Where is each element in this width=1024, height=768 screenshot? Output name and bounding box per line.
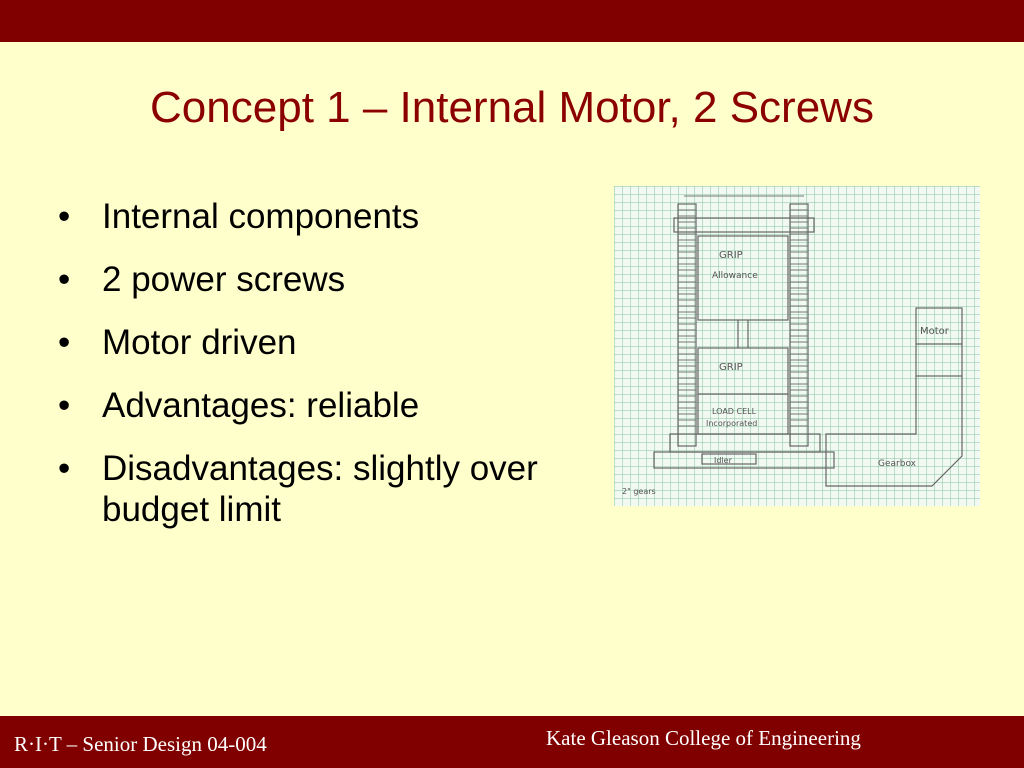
bullet-text: Internal components bbox=[102, 197, 420, 236]
footer-course-label: R·I·T – Senior Design 04-004 bbox=[14, 732, 267, 756]
bullet-text: Motor driven bbox=[102, 323, 297, 362]
sketch-label-gears: 2" gears bbox=[622, 487, 656, 496]
sketch-label-gearbox: Gearbox bbox=[878, 459, 916, 469]
bullet-icon: • bbox=[58, 449, 71, 488]
concept-sketch-drawing bbox=[614, 186, 980, 506]
bullet-item bbox=[58, 196, 598, 237]
bullet-item bbox=[58, 322, 598, 363]
bullet-icon: • bbox=[58, 323, 71, 362]
sketch-label-motor: Motor bbox=[920, 326, 949, 337]
bullet-item bbox=[58, 259, 598, 300]
slide-title: Concept 1 – Internal Motor, 2 Screws bbox=[150, 83, 874, 132]
sketch-label-grip-bottom: GRIP bbox=[719, 362, 743, 373]
bullet-text: Advantages: reliable bbox=[102, 386, 420, 425]
bullet-icon: • bbox=[58, 197, 71, 236]
bullet-icon: • bbox=[58, 386, 71, 425]
bullet-list bbox=[58, 196, 598, 552]
top-banner bbox=[0, 0, 1024, 42]
bullet-item bbox=[58, 448, 598, 530]
sketch-label-idler: Idler bbox=[714, 456, 732, 465]
sketch-label-allowance: Allowance bbox=[712, 271, 758, 281]
sketch-label-grip-top: GRIP bbox=[719, 250, 743, 261]
base-plate bbox=[670, 434, 820, 452]
sketch-label-load-cell: LOAD CELL bbox=[712, 407, 757, 416]
bullet-icon: • bbox=[58, 260, 71, 299]
top-crossbar bbox=[674, 218, 814, 232]
sketch-label-incorporated: Incorporated bbox=[706, 419, 758, 428]
bullet-item bbox=[58, 385, 598, 426]
bullet-text: Disadvantages: slightly over budget limit bbox=[102, 449, 538, 529]
bullet-text: 2 power screws bbox=[102, 260, 346, 299]
footer-college-label: Kate Gleason College of Engineering bbox=[546, 726, 861, 750]
gearbox-outline bbox=[826, 376, 962, 486]
motor-box bbox=[916, 308, 962, 376]
concept-sketch-image bbox=[614, 186, 980, 506]
